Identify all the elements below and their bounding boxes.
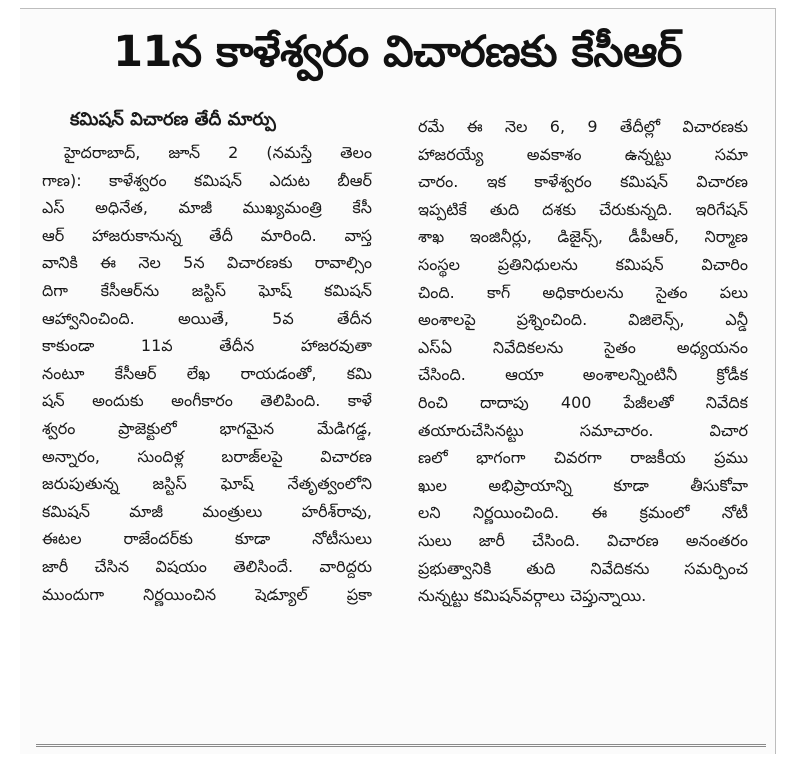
text-line: చింది. కాగ్ అధికారులను సైతం పలు	[418, 282, 748, 302]
bottom-divider	[36, 744, 766, 747]
text-line: చారం. ఇక కాళేశ్వరం కమిషన్ విచారణ	[418, 172, 748, 192]
text-line: ఇప్పటికే తుది దశకు చేరుకున్నది. ఇరిగేషన్	[418, 199, 748, 219]
text-line: జారీ చేసిన విషయం తెలిసిందే. వారిద్దరు	[42, 556, 372, 576]
text-line: రమే ఈ నెల 6, 9 తేదీల్లో విచారణకు	[418, 117, 748, 136]
text-line: వానికి ఈ నెల 5న విచారణకు రావాల్సిం	[42, 253, 372, 273]
text-line: హైదరాబాద్, జూన్ 2 (నమస్తే తెలం	[64, 143, 372, 162]
text-line: ఖుల అభిప్రాయాన్ని కూడా తీసుకోవా	[418, 475, 748, 495]
text-line: ఎస్ఏ నివేదికలను సైతం అధ్యయనం	[418, 337, 748, 357]
text-line: నంటూ కేసీఆర్ లేఖ రాయడంతో, కమి	[42, 363, 372, 383]
text-line: సంస్థల ప్రతినిధులను కమిషన్ విచారిం	[418, 254, 748, 274]
subheading: కమిషన్ విచారణ తేదీ మార్పు	[70, 109, 276, 130]
text-line: షన్ అందుకు అంగీకారం తెలిపింది. కాళే	[42, 391, 372, 411]
text-line: అన్నారం, సుందిళ్ల బరాజ్‌లపై విచారణ	[42, 446, 372, 466]
newspaper-clipping	[20, 8, 776, 754]
text-line: హాజరయ్యే అవకాశం ఉన్నట్టు సమా	[418, 144, 748, 164]
text-line: కాకుండా 11వ తేదీన హాజరవుతా	[42, 336, 372, 356]
text-line: ముందుగా నిర్ణయించిన షెడ్యూల్ ప్రకా	[42, 584, 372, 604]
text-line: సులు జారీ చేసింది. విచారణ అనంతరం	[418, 530, 748, 550]
text-line: ఎస్ అధినేత, మాజీ ముఖ్యమంత్రి కేసీ	[42, 198, 372, 218]
headline: 11న కాళేశ్వరం విచారణకు కేసీఆర్	[113, 27, 682, 77]
text-line: ణలో భాగంగా చివరగా రాజకీయ ప్రము	[418, 448, 748, 468]
text-line: జరుపుతున్న జస్టిస్ ఘోష్ నేతృత్వంలోని	[42, 474, 372, 494]
left-column	[42, 107, 372, 608]
text-line: లని నిర్ణయించింది. ఈ క్రమంలో నోటీ	[418, 503, 748, 523]
text-line: చేసింది. ఆయా అంశాలన్నింటినీ క్రోడీక	[418, 365, 748, 385]
text-line: రించి దాదాపు 400 పేజీలతో నివేదిక	[418, 392, 748, 412]
text-line: ప్రభుత్వానికి తుది నివేదికను సమర్పించ	[418, 558, 748, 578]
text-line: నున్నట్టు కమిషన్‌వర్గాలు చెప్తున్నాయి.	[418, 586, 647, 606]
text-line: గాణ): కాళేశ్వరం కమిషన్ ఎదుట బీఆర్	[42, 170, 372, 190]
text-line: ఆహ్వానించింది. అయితే, 5వ తేదీన	[42, 308, 372, 328]
text-line: దిగా కేసీఆర్‌ను జస్టిస్ ఘోష్ కమిషన్	[42, 280, 372, 300]
right-column	[418, 113, 748, 610]
text-line: శ్వరం ప్రాజెక్టులో భాగమైన మేడిగడ్డ,	[42, 418, 372, 438]
text-line: ఈటల రాజేందర్‌కు కూడా నోటీసులు	[42, 529, 372, 549]
text-line: అంశాలపై ప్రశ్నించింది. విజిలెన్స్, ఎన్డీ	[418, 310, 748, 330]
text-line: కమిషన్ మాజీ మంత్రులు హరీశ్‌రావు,	[42, 501, 372, 521]
text-line: తయారుచేసినట్టు సమాచారం. విచార	[418, 420, 748, 440]
text-line: శాఖ ఇంజినీర్లు, డిజైన్స్, డీపీఆర్, నిర్మాణ	[418, 227, 748, 247]
text-line: ఆర్ హాజరుకానున్న తేదీ మారింది. వాస్త	[42, 225, 372, 245]
